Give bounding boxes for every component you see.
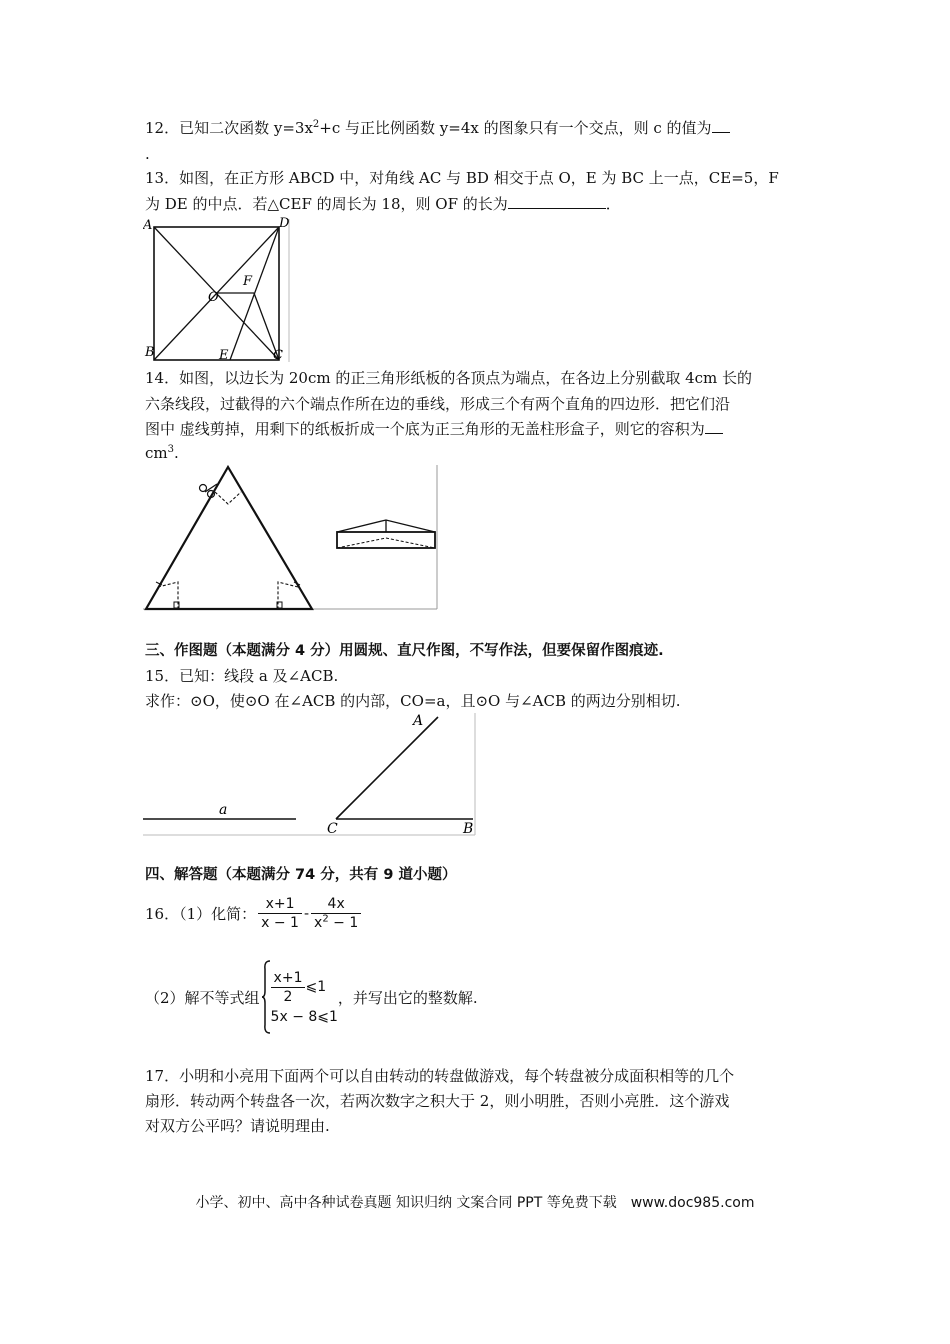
q16-ineq1-fraction	[271, 970, 306, 1005]
q16-ineq-1	[271, 970, 338, 1005]
left-cut-dashes	[158, 582, 178, 609]
q16-minus: -	[303, 904, 310, 922]
q16-part1-label: 16．（1）化简：	[145, 904, 257, 923]
q12-exponent: 2	[312, 119, 320, 130]
label-f: F	[243, 274, 253, 289]
q16-frac2-denominator	[311, 914, 361, 931]
right-cut-dashes	[278, 582, 298, 609]
label-B: B	[463, 821, 474, 837]
q13-text-b: ．	[605, 195, 621, 213]
top-cut-dashes	[215, 492, 241, 504]
q16-part1	[145, 886, 363, 940]
q16-frac1-numerator: x+1	[258, 896, 302, 914]
ray-ca	[336, 717, 438, 819]
q17-line1: 17．小明和小亮用下面两个可以自由转动的转盘做游戏，每个转盘被分成面积相等的几个	[145, 1067, 735, 1085]
brace-icon	[261, 959, 271, 1035]
q16-fraction-1	[258, 896, 302, 931]
q14-line2: 六条线段，过截得的六个端点作所在边的垂线，形成三个有两个直角的四边形．把它们沿	[145, 395, 731, 413]
q14-line4	[145, 443, 179, 463]
q14-line3	[145, 419, 723, 439]
q17-line3: 对双方公平吗？请说明理由.	[145, 1117, 330, 1135]
q16-part2-suffix: ，并写出它的整数解.	[337, 988, 478, 1007]
label-b: B	[145, 345, 155, 360]
q16-part2	[145, 958, 478, 1036]
q16-fraction-2	[311, 896, 361, 931]
equilateral-triangle	[146, 467, 312, 609]
section4-heading: 四、解答题（本题满分 74 分，共有 9 道小题）	[145, 867, 457, 883]
q16-ineq1-denominator: 2	[283, 988, 293, 1005]
q14-line1: 14．如图，以边长为 20cm 的正三角形纸板的各顶点为端点，在各边上分别截取 4cm 长的	[145, 369, 753, 387]
q12-text-b: +c 与正比例函数 y=4x 的图象只有一个交点，则 c 的值为	[319, 119, 712, 137]
box-hidden-edges	[337, 538, 435, 548]
q13-square-figure	[143, 215, 293, 365]
q15-angle-figure	[143, 711, 477, 839]
scissors-icon	[200, 485, 207, 492]
q12-line1	[145, 118, 730, 138]
q13-line1: 13．如图，在正方形 ABCD 中，对角线 AC 与 BD 相交于点 O，E 为 BC 上一点，CE=5，F	[145, 169, 779, 187]
q14-unit: cm	[145, 444, 168, 462]
q12-line2: .	[145, 145, 150, 163]
q16-ineq-2: 5x − 8⩽1	[270, 1008, 338, 1025]
q16-inequality-system	[271, 970, 338, 1025]
label-e: E	[219, 348, 229, 363]
q13-answer-blank	[508, 194, 606, 209]
q12-answer-blank	[712, 118, 730, 133]
label-C: C	[327, 821, 338, 837]
q16-frac2-den-rest: − 1	[328, 914, 359, 931]
label-A: A	[413, 713, 424, 729]
label-a: a	[219, 802, 228, 818]
label-a: A	[143, 218, 153, 233]
q13-line2	[145, 194, 621, 214]
label-d: D	[279, 216, 290, 231]
label-o: O	[208, 290, 219, 305]
q13-text-a: 为 DE 的中点．若△CEF 的周长为 18，则 OF 的长为	[145, 195, 508, 213]
q16-frac2-numerator: 4x	[311, 896, 361, 914]
page-footer: 小学、初中、高中各种试卷真题 知识归纳 文案合同 PPT 等免费下载 www.doc985.com	[195, 1195, 755, 1211]
q15-line1: 15．已知：线段 a 及∠ACB.	[145, 667, 339, 685]
label-c: C	[273, 348, 283, 363]
q16-ineq1-numerator: x+1	[271, 970, 306, 988]
q14-triangle-figure	[143, 462, 439, 612]
section3-heading: 三、作图题（本题满分 4 分）用圆规、直尺作图，不写作法，但要保留作图痕迹.	[145, 643, 664, 659]
q14-text-end: .	[174, 444, 179, 462]
q16-frac1-denominator: x − 1	[261, 914, 299, 931]
q16-part2-label: （2）解不等式组	[145, 988, 260, 1007]
q16-frac2-den-exp: 2	[322, 912, 329, 924]
q14-answer-blank	[705, 419, 723, 434]
q16-frac2-den-base: x	[314, 914, 323, 931]
q16-ineq1-rhs: ⩽1	[305, 979, 327, 995]
q15-line2: 求作：⊙O，使⊙O 在∠ACB 的内部，CO=a，且⊙O 与∠ACB 的两边分别相切.	[145, 692, 681, 710]
box-body	[337, 532, 435, 548]
q14-text-a: 图中 虚线剪掉，用剩下的纸板折成一个底为正三角形的无盖柱形盒子，则它的容积为	[145, 420, 705, 438]
q12-text-a: 12．已知二次函数 y=3x	[145, 119, 313, 137]
q14-unit-exponent: 3	[167, 444, 174, 455]
q17-line2: 扇形．转动两个转盘各一次，若两次数字之积大于 2，则小明胜，否则小亮胜．这个游戏	[145, 1092, 730, 1110]
brace-path	[262, 961, 270, 1033]
